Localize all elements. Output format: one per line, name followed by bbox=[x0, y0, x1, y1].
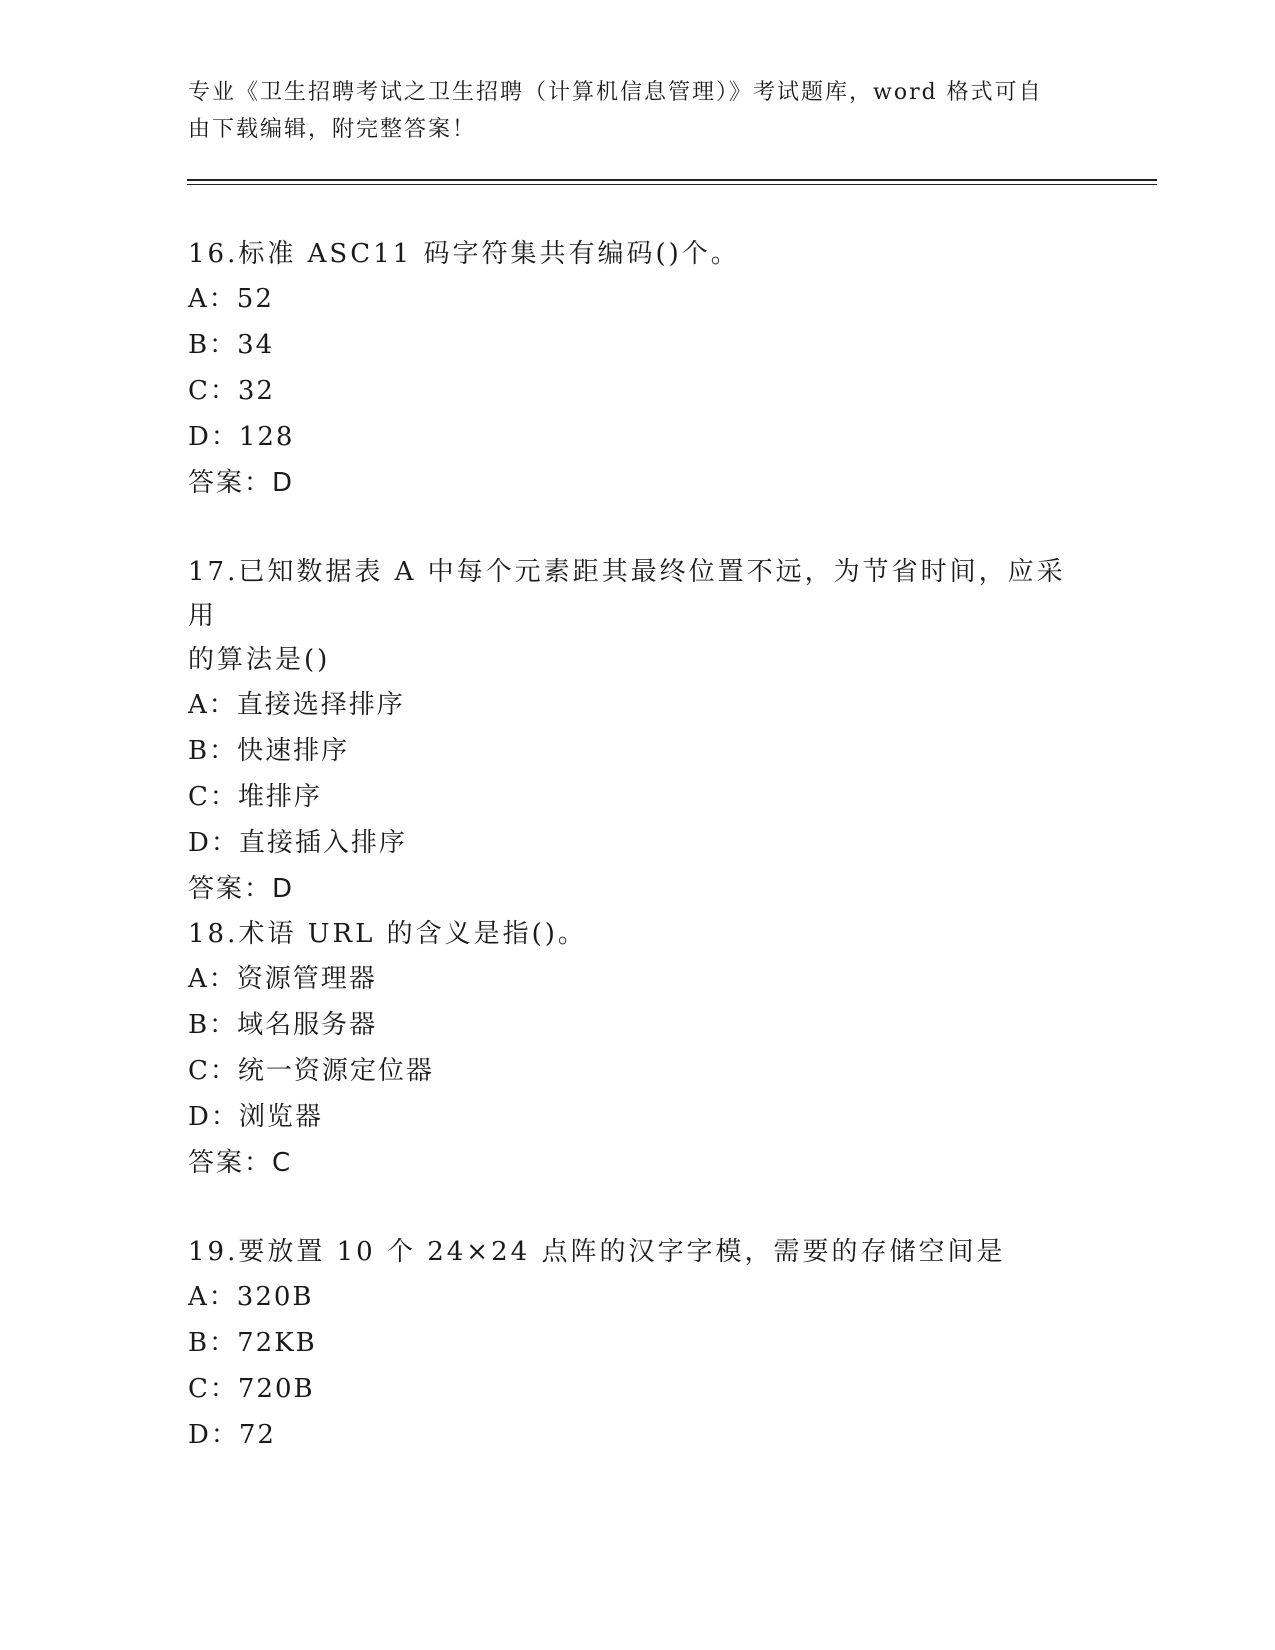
document-header bbox=[188, 74, 1068, 148]
option-c: C：32 bbox=[188, 376, 275, 406]
header-line-1: 专业《卫生招聘考试之卫生招聘（计算机信息管理）》考试题库，word 格式可自 bbox=[188, 80, 1043, 105]
option-c: C：720B bbox=[188, 1374, 315, 1404]
option-d: D：直接插入排序 bbox=[188, 828, 407, 858]
answer-line: 答案：D bbox=[188, 468, 295, 498]
option-c: C：堆排序 bbox=[188, 782, 322, 812]
option-b: B：72KB bbox=[188, 1328, 317, 1358]
option-d: D：128 bbox=[188, 422, 295, 452]
option-d: D：72 bbox=[188, 1420, 276, 1450]
answer-line: 答案：D bbox=[188, 874, 295, 904]
header-divider-thick bbox=[187, 179, 1157, 181]
option-c: C：统一资源定位器 bbox=[188, 1056, 434, 1086]
question-stem: 16.标准 ASC11 码字符集共有编码()个。 bbox=[188, 239, 740, 269]
header-divider-thin bbox=[187, 184, 1157, 185]
header-line-2: 由下载编辑，附完整答案！ bbox=[188, 117, 477, 142]
option-a: A：直接选择排序 bbox=[188, 690, 405, 720]
question-stem: 18.术语 URL 的含义是指()。 bbox=[188, 919, 587, 949]
answer-line: 答案：C bbox=[188, 1148, 293, 1178]
question-17 bbox=[188, 550, 1088, 912]
option-a: A：320B bbox=[188, 1282, 314, 1312]
option-b: B：域名服务器 bbox=[188, 1010, 378, 1040]
question-stem-line-1: 17.已知数据表 A 中每个元素距其最终位置不远，为节省时间，应采用 bbox=[188, 557, 1066, 631]
question-18 bbox=[188, 912, 1088, 1186]
option-a: A：52 bbox=[188, 284, 274, 314]
question-16 bbox=[188, 232, 1088, 506]
question-stem: 19.要放置 10 个 24×24 点阵的汉字字模，需要的存储空间是 bbox=[188, 1237, 1006, 1267]
option-a: A：资源管理器 bbox=[188, 964, 377, 994]
option-d: D：浏览器 bbox=[188, 1102, 323, 1132]
question-stem-line-2: 的算法是() bbox=[188, 645, 331, 675]
option-b: B：34 bbox=[188, 330, 275, 360]
question-19 bbox=[188, 1230, 1088, 1458]
option-b: B：快速排序 bbox=[188, 736, 350, 766]
